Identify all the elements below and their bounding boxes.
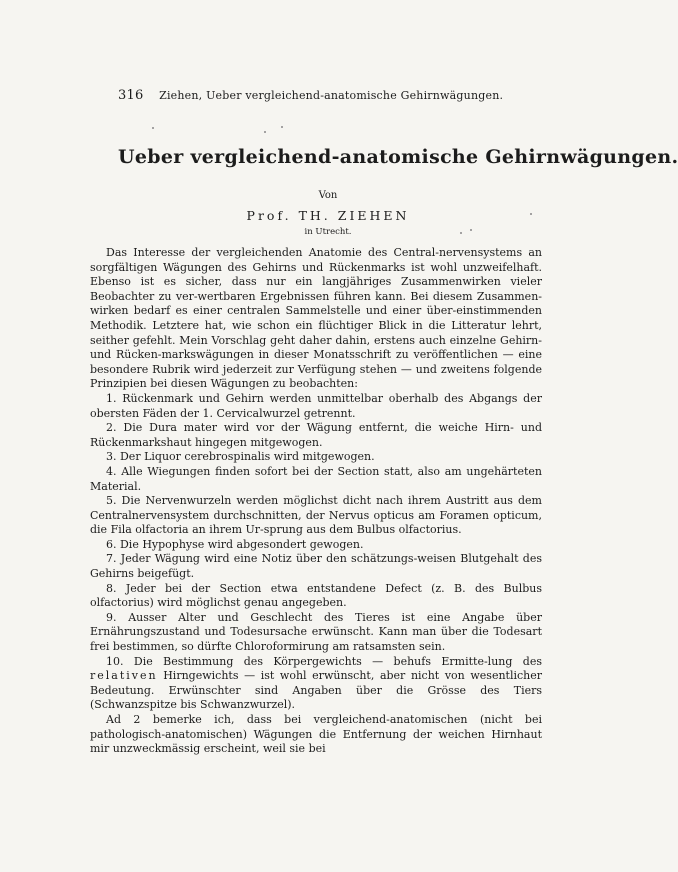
rule-2: 2. Die Dura mater wird vor der Wägung entfernt, die weiche Hirn- und Rückenmarkshaut hingegen mitgewogen. xyxy=(90,421,542,449)
rule-10 xyxy=(90,655,542,713)
byline: Von xyxy=(318,190,338,201)
rule-10-end: Hirngewichts — ist wohl erwünscht, aber nicht von wesentlicher Bedeutung. Erwünschter sind Angaben über die Grösse des Tiers (Schwanzspitze bis Schwanzwurzel). xyxy=(90,669,543,712)
author-name: Prof. TH. ZIEHEN xyxy=(246,208,410,223)
running-title: Ziehen, Ueber vergleichend-anatomische Gehirnwägungen. xyxy=(159,89,504,102)
running-header xyxy=(118,88,538,103)
intro-paragraph: Das Interesse der vergleichenden Anatomie des Central-nervensystems an sorgfältigen Wägungen des Gehirns und Rückenmarks ist wohl unzweifelhaft. Ebenso ist es sicher, dass nur ein langjähriges Zusammenwirken vieler Beobachter zu ver-wertbaren Ergebnissen führen kann. Bei diesem Zusammen-wirken bedarf es einer centralen Sammelstelle und einer über-einstimmenden Methodik. Letztere hat, wie schon ein flüchtiger Blick in die Litteratur lehrt, seither gefehlt. Mein Vorschlag geht daher dahin, erstens auch einzelne Gehirn- und Rücken-markswägungen in dieser Monatsschrift zu veröffentlichen — eine besondere Rubrik wird jederzeit zur Verfügung stehen — und zweitens folgende Prinzipien bei diesen Wägungen zu beobachten: xyxy=(90,246,542,391)
rule-3: 3. Der Liquor cerebrospinalis wird mitgewogen. xyxy=(106,450,375,464)
rule-6: 6. Die Hypophyse wird abgesondert gewogen. xyxy=(106,537,364,551)
remark-paragraph: Ad 2 bemerke ich, dass bei vergleichend-anatomischen (nicht bei pathologisch-anatomischen) Wägungen die Entfernung der weichen Hirnhaut mir unzweckmässig erscheint, weil sie bei xyxy=(90,713,542,756)
rule-5: 5. Die Nervenwurzeln werden möglichst dicht nach ihrem Austritt aus dem Centralnervensystem durchschnitten, der Nervus opticus am Foramen opticum, die Fila olfactoria an ihrem Ur-sprung aus dem Bulbus olfactorius. xyxy=(90,494,542,537)
page-number: 316 xyxy=(118,88,144,103)
rule-10-emphasis: relativen xyxy=(90,669,158,683)
rule-7: 7. Jeder Wägung wird eine Notiz über den schätzungs-weisen Blutgehalt des Gehirns beigefügt. xyxy=(90,552,542,581)
article-title: Ueber vergleichend-anatomische Gehirnwägungen. xyxy=(118,146,678,168)
rule-4: 4. Alle Wiegungen finden sofort bei der Section statt, also am ungehärteten Material. xyxy=(90,464,542,493)
rule-10-start: 10. Die Bestimmung des Körpergewichts — behufs Ermitte-lung des xyxy=(106,654,542,668)
article-body xyxy=(90,246,542,757)
rule-1: 1. Rückenmark und Gehirn werden unmittelbar oberhalb des Abgangs der obersten Fäden der 1. Cervicalwurzel getrennt. xyxy=(90,391,542,420)
author-affiliation: in Utrecht. xyxy=(304,227,352,237)
rule-9: 9. Ausser Alter und Geschlecht des Tieres ist eine Angabe über Ernährungszustand und Todesursache erwünscht. Kann man über die Todesart frei bestimmen, so dürfte Chloroformirung am ratsamsten sein. xyxy=(90,610,542,654)
rule-8: 8. Jeder bei der Section etwa entstandene Defect (z. B. des Bulbus olfactorius) wird möglichst genau angegeben. xyxy=(90,581,542,610)
